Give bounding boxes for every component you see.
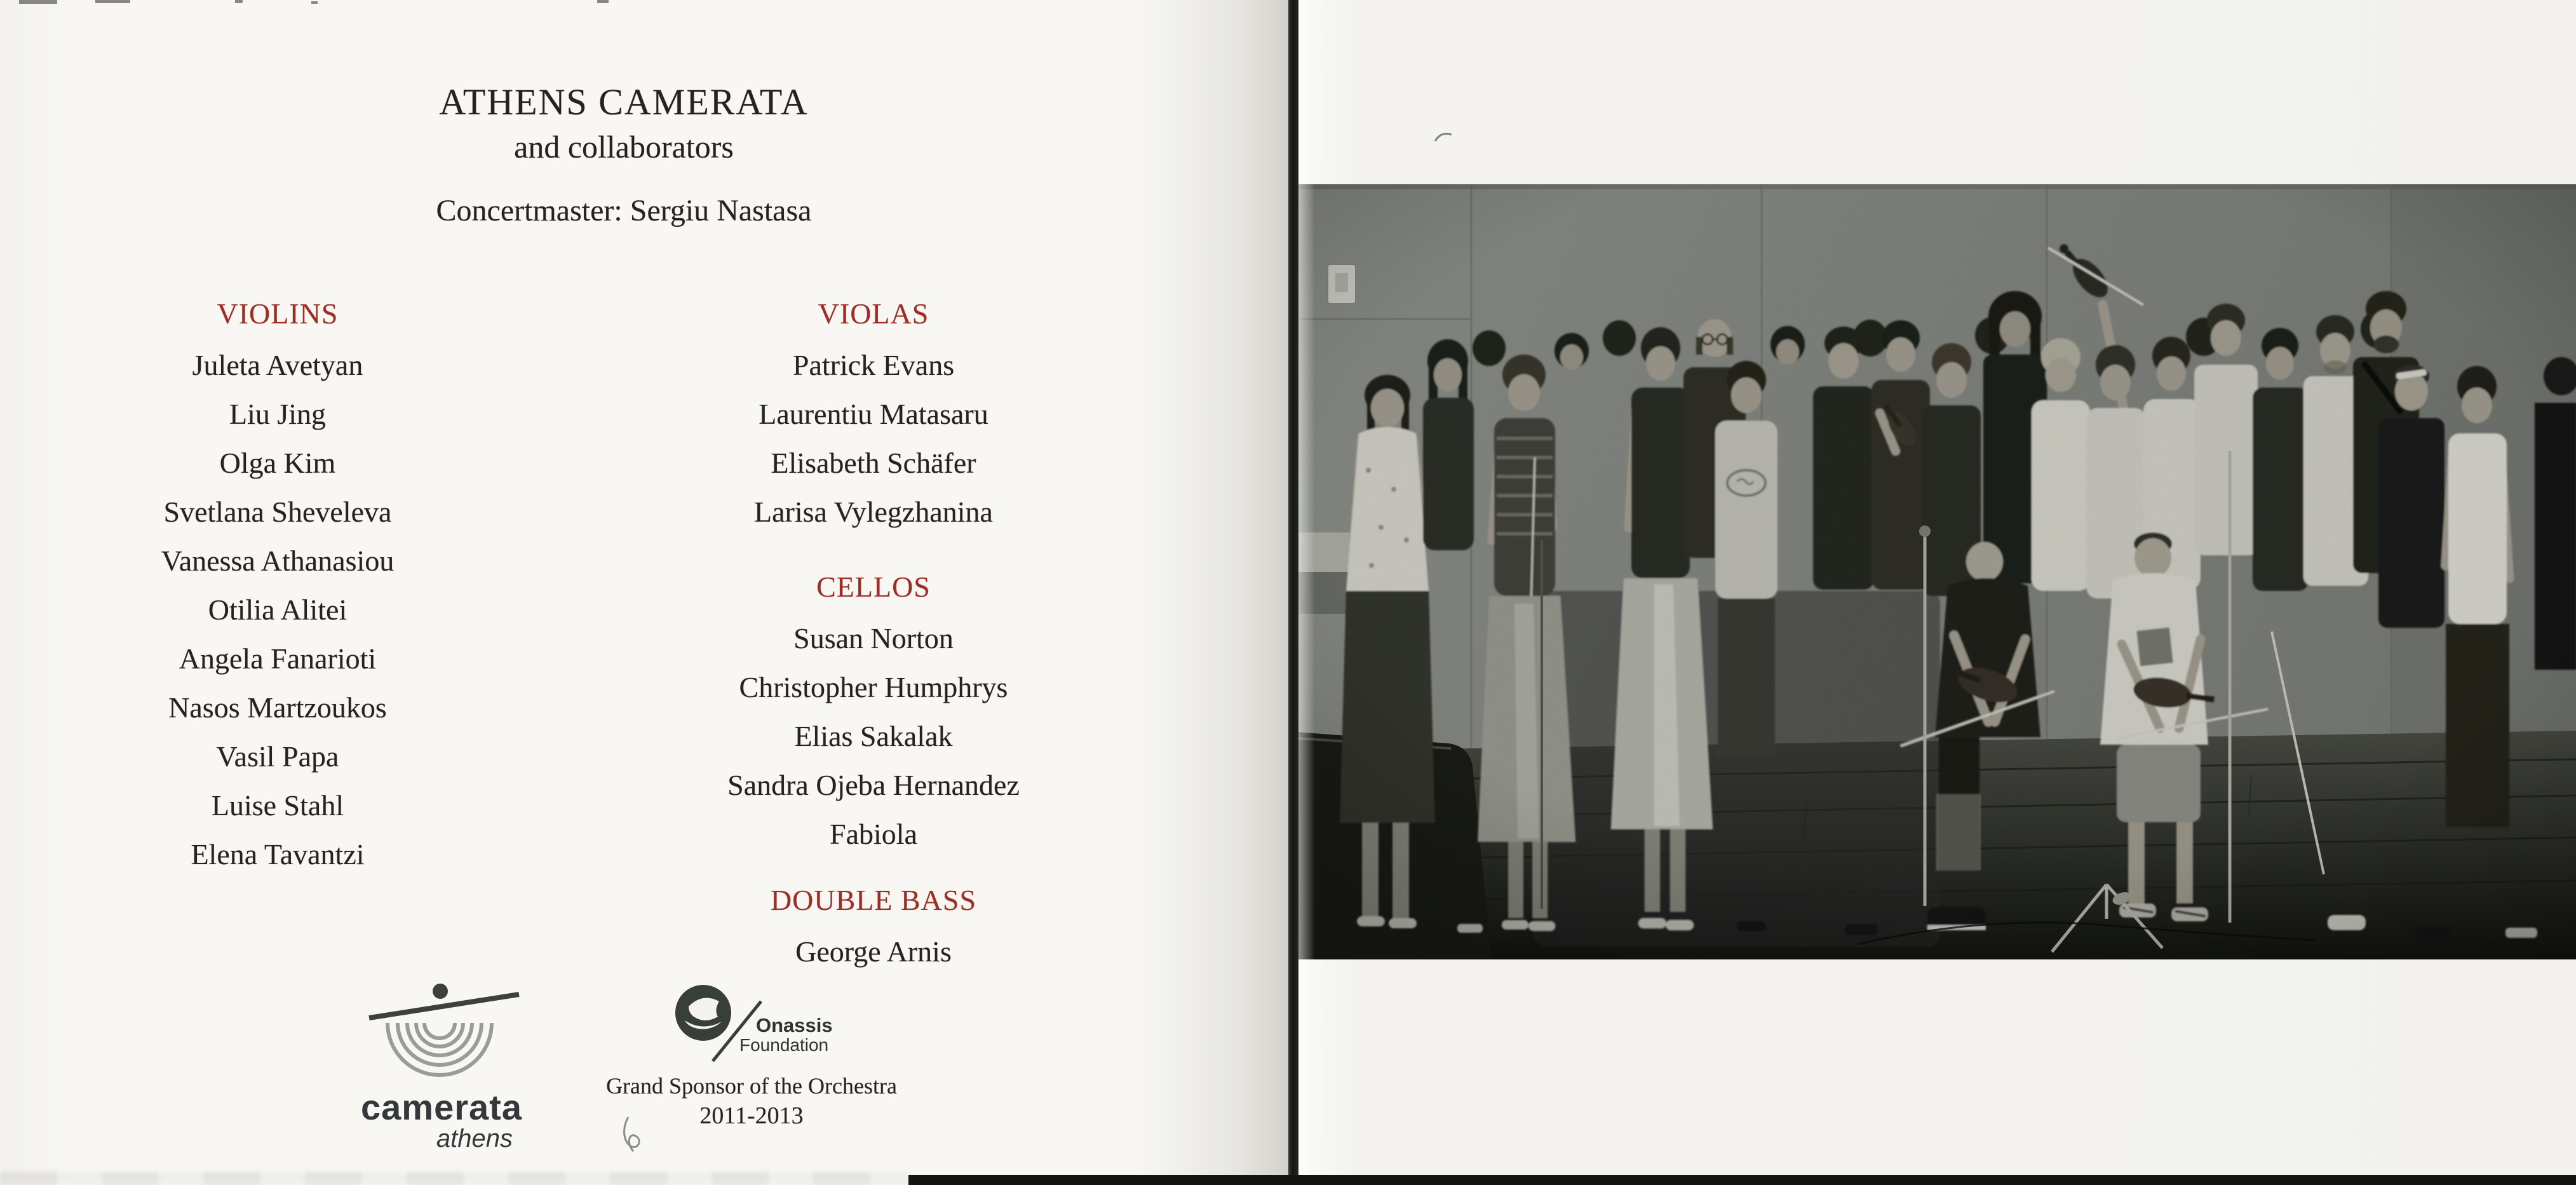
musician-name: Larisa Vylegzhanina [754,496,993,528]
section-header-violins: VIOLINS [217,297,339,330]
musician-name: Susan Norton [793,622,954,654]
scan-speck [235,0,243,3]
musician-name: Elisabeth Schäfer [771,447,976,479]
title-block [243,80,1005,229]
cellos-name-list [683,614,1064,858]
musician-name: Olga Kim [219,447,336,479]
section-header-double-bass: DOUBLE BASS [770,884,977,916]
musician-name: Luise Stahl [211,789,344,822]
pen-squiggle-mark [619,1113,647,1155]
section-header-cellos: CELLOS [816,571,931,603]
musician-name: Svetlana Sheveleva [163,496,392,528]
musician-name: Juleta Avetyan [192,349,363,381]
violins-name-list [87,341,468,879]
musician-name: Elias Sakalak [794,720,953,752]
musician-name: Elena Tavantzi [191,838,365,870]
musician-name: George Arnis [795,935,952,968]
scan-speck [19,0,57,4]
section-header-violas: VIOLAS [818,297,929,330]
scan-speck [95,0,130,3]
violas-cellos-bass-column [683,287,1064,976]
musician-name: Vasil Papa [216,740,339,773]
scan-speck [311,1,318,4]
camerata-athens-logo-icon [353,966,530,1169]
camerata-wordmark: camerata [361,1087,522,1127]
musician-name: Laurentiu Matasaru [759,398,988,430]
musician-name: Sandra Ojeba Hernandez Fabiola [727,769,1020,850]
musician-name: Liu Jing [229,398,327,430]
book-edge-strip [908,1175,2576,1185]
page-subtitle: and collaborators [514,129,734,165]
scan-speck [597,0,609,3]
musician-name: Angela Fanarioti [179,642,377,675]
page-title: ATHENS CAMERATA [439,81,809,123]
sponsor-line: Grand Sponsor of the Orchestra [606,1073,897,1099]
musician-name: Otilia Alitei [208,593,347,626]
onassis-logo-line2: Foundation [739,1035,829,1055]
scan-blotch-strip [0,1172,908,1185]
musician-name: Nasos Martzoukos [168,691,387,724]
sponsor-years: 2011-2013 [699,1102,804,1129]
book-spine-gutter [1288,0,1298,1185]
onassis-logo-line1: Onassis [756,1014,833,1036]
musician-name: Christopher Humphrys [739,671,1008,703]
camerata-sub-wordmark: athens [436,1125,513,1153]
orchestra-group-photo [1298,184,2576,959]
violas-name-list [683,341,1064,536]
violins-column [87,287,468,879]
pen-mark [1433,127,1458,146]
concertmaster-line: Concertmaster: Sergiu Nastasa [436,194,812,227]
musician-name: Vanessa Athanasiou [161,545,394,577]
musician-name: Patrick Evans [792,349,955,381]
